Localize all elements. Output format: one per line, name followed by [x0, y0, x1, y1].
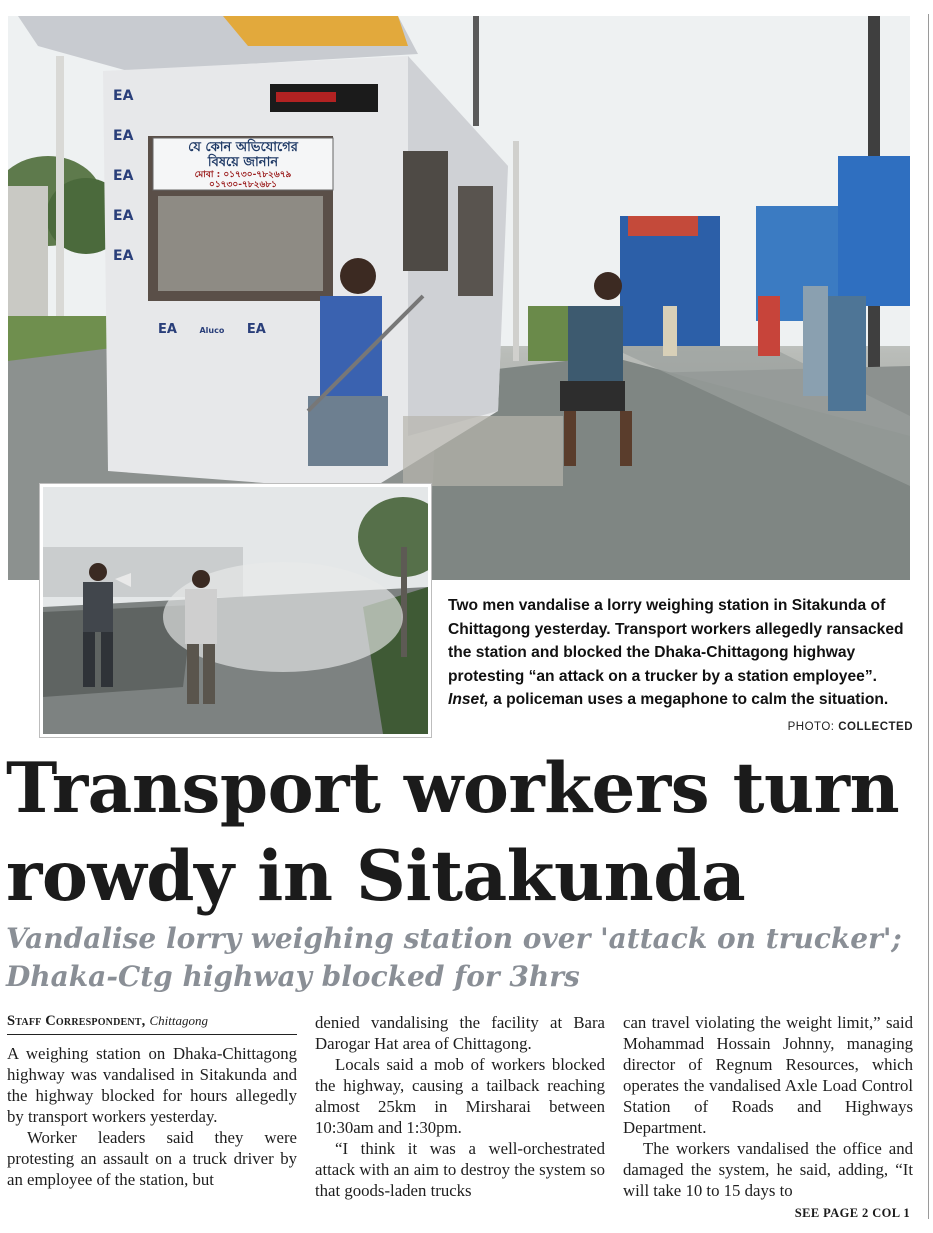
panel-brand-4: EA: [113, 208, 134, 224]
byline-place: Chittagong: [149, 1013, 209, 1028]
paragraph: A weighing station on Dhaka-Chittagong highway was vandalised in Sitakunda and the highway blocked for hours allegedly by transport workers yesterday.: [7, 1044, 297, 1126]
article-column-3: [623, 1012, 913, 1201]
sign-line-4: ০১৭৩০-৭৮২৬৮১: [208, 180, 278, 190]
paragraph: denied vandalising the facility at Bara Darogar Hat area of Chittagong.: [315, 1013, 605, 1053]
article-column-1: [7, 1010, 297, 1190]
panel-brand-6: EA: [158, 322, 177, 337]
photo-credit: [748, 721, 913, 733]
inset-photo: [40, 484, 431, 737]
caption-text-2: a policeman uses a megaphone to calm the situation.: [488, 691, 889, 709]
panel-brand-1: EA: [113, 88, 134, 104]
sign-line-2: বিষয়ে জানান: [207, 155, 279, 170]
photo-caption: [448, 594, 913, 712]
caption-text-1: Two men vandalise a lorry weighing station in Sitakunda of Chittagong yesterday. Transport workers allegedly ransacked the station and blocked the Dhaka-Chittagong highway protesting “an attack on a trucker by a station employee”.: [448, 597, 904, 685]
paragraph: “I think it was a well-orchestrated attack with an aim to destroy the system so that goods-laden trucks: [315, 1139, 605, 1200]
subheadline: [6, 920, 921, 996]
paragraph: Worker leaders said they were protesting an assault on a truck driver by an employee of the station, but: [7, 1128, 297, 1189]
column-rule: [928, 14, 929, 1219]
credit-label: PHOTO:: [787, 721, 835, 733]
paragraph: The workers vandalised the office and damaged the system, he said, adding, “It will take 10 to 15 days to: [623, 1139, 913, 1200]
credit-value: COLLECTED: [838, 721, 913, 733]
subheadline-line-2: Dhaka-Ctg highway blocked for 3hrs: [6, 960, 580, 993]
sign-line-3: মোবা : ০১৭৩০-৭৮২৬৭৯: [194, 170, 292, 180]
panel-brand-small-1: Aluco: [199, 326, 225, 335]
byline-author: Staff Correspondent,: [7, 1013, 146, 1029]
headline-line-1: Transport workers turn: [6, 748, 900, 829]
subheadline-line-1: Vandalise lorry weighing station over 'attack on trucker';: [6, 922, 902, 955]
article-column-2: [315, 1012, 605, 1201]
headline-line-2: rowdy in Sitakunda: [6, 836, 746, 917]
sign-line-1: যে কোন অভিযোগের: [188, 140, 298, 155]
headline: [6, 745, 921, 921]
caption-inset-word: Inset,: [448, 691, 489, 709]
panel-brand-7: EA: [246, 322, 266, 337]
panel-brand-5: EA: [113, 248, 134, 264]
paragraph: can travel violating the weight limit,” said Mohammad Hossain Johnny, managing director of Regnum Resources, which operates the vandalised Axle Load Control Station of Roads and Highways Department.: [623, 1013, 913, 1137]
panel-brand-2: EA: [113, 128, 134, 144]
paragraph: Locals said a mob of workers blocked the highway, causing a tailback reaching almost 25km in Mirsharai between 10:30am and 1:30pm.: [315, 1055, 605, 1137]
byline: [7, 1010, 297, 1035]
jump-line: SEE PAGE 2 COL 1: [794, 1206, 910, 1220]
panel-brand-3: EA: [113, 168, 134, 184]
